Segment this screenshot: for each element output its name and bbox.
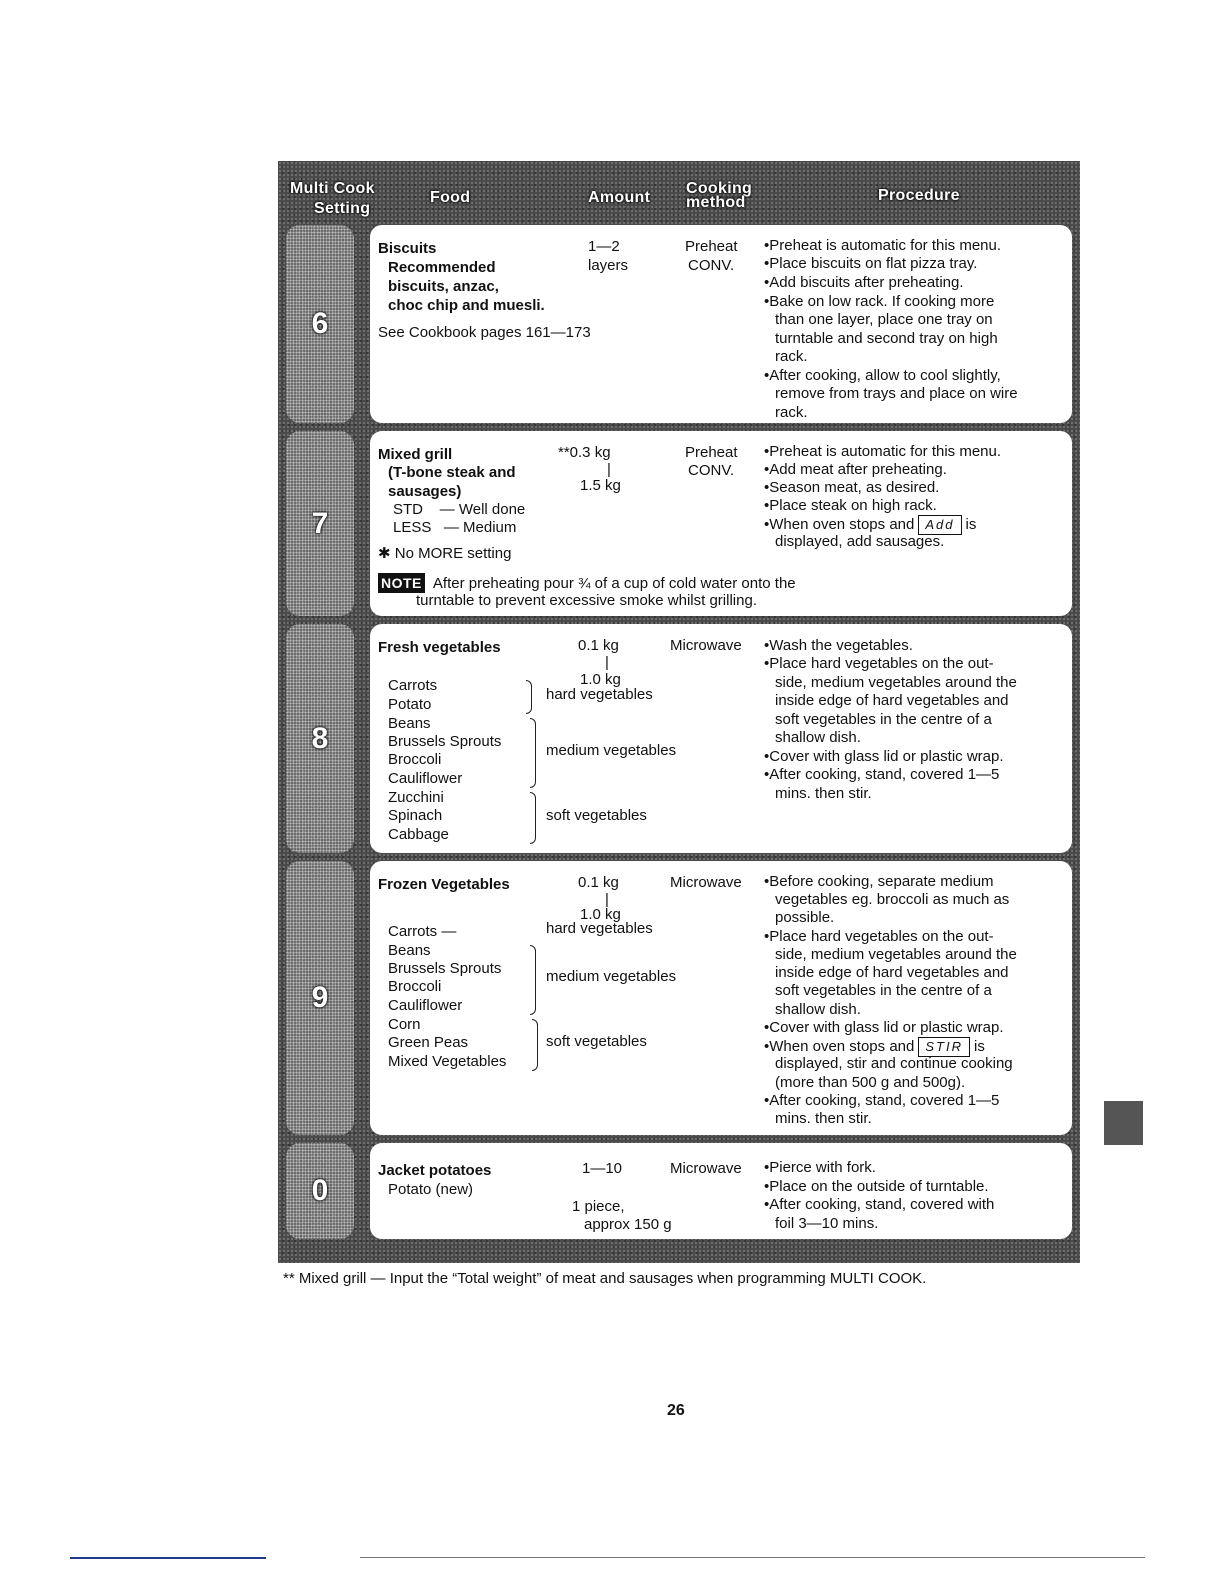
- food-line: Recommended: [388, 259, 496, 276]
- setting-number: 6: [311, 307, 329, 340]
- method-line: Microwave: [670, 1160, 742, 1177]
- procedure-line: •Cover with glass lid or plastic wrap.: [764, 1019, 1004, 1036]
- vegetable-item: Brussels Sprouts: [388, 960, 502, 977]
- procedure-line: [764, 515, 976, 535]
- procedure-line: mins. then stir.: [775, 785, 872, 802]
- procedure-line: •Place on the outside of turntable.: [764, 1178, 989, 1195]
- setting-number: 7: [311, 506, 329, 540]
- procedure-line: vegetables eg. broccoli as much as: [775, 891, 1010, 908]
- procedure-line: shallow dish.: [775, 1001, 861, 1018]
- vegetable-group-label: hard vegetables: [546, 686, 653, 703]
- setting-number-badge: [286, 225, 354, 423]
- procedure-line: •Add biscuits after preheating.: [764, 274, 964, 291]
- vegetable-group-label: medium vegetables: [546, 742, 677, 759]
- vegetable-item: Brussels Sprouts: [388, 733, 502, 750]
- vegetable-item: Carrots —: [388, 923, 457, 940]
- header-procedure: Procedure: [878, 187, 960, 204]
- setting-number: 8: [311, 721, 329, 755]
- vegetable-item: Cauliflower: [388, 770, 463, 787]
- vegetable-item: Green Peas: [388, 1034, 469, 1051]
- method-line: Microwave: [670, 637, 742, 654]
- procedure-line: soft vegetables in the centre of a: [775, 982, 992, 999]
- procedure-line: foil 3—10 mins.: [775, 1215, 879, 1232]
- lcd-display: STIR: [918, 1037, 970, 1057]
- brace: [526, 680, 532, 714]
- footer-rule: [70, 1557, 266, 1559]
- procedure-line: rack.: [775, 348, 808, 365]
- footer-rule: [360, 1557, 1145, 1558]
- food-line: choc chip and muesli.: [388, 297, 545, 314]
- procedure-line: (more than 500 g and 500g).: [775, 1074, 966, 1091]
- procedure-line: •Preheat is automatic for this menu.: [764, 237, 1002, 254]
- brace: [530, 718, 536, 788]
- row-card: [370, 225, 1072, 423]
- lcd-display: Add: [918, 515, 961, 535]
- food-line: sausages): [388, 483, 462, 500]
- vegetable-group-label: hard vegetables: [546, 920, 653, 937]
- brace: [530, 945, 536, 1015]
- vegetable-item: Beans: [388, 942, 431, 959]
- method-line: Microwave: [670, 874, 742, 891]
- amount-line: |: [605, 654, 609, 671]
- procedure-line: than one layer, place one tray on: [775, 311, 993, 328]
- no-more-setting: ✱ No MORE setting: [378, 545, 512, 562]
- food-line: (T-bone steak and: [388, 464, 516, 481]
- note-line: turntable to prevent excessive smoke whilst grilling.: [416, 592, 757, 609]
- amount-line: |: [605, 891, 609, 908]
- vegetable-item: Corn: [388, 1016, 421, 1033]
- amount-line: 1.0 kg: [580, 671, 621, 688]
- row-card: [370, 1143, 1072, 1239]
- amount-line: **0.3 kg: [558, 444, 611, 461]
- procedure-line: rack.: [775, 404, 808, 421]
- table-row: [278, 620, 1080, 857]
- row-card: [370, 431, 1072, 616]
- table-row: [278, 427, 1080, 620]
- header-food: Food: [430, 189, 471, 206]
- note-label: NOTE: [378, 573, 425, 593]
- food-title: Mixed grill: [378, 446, 453, 463]
- vegetable-item: Mixed Vegetables: [388, 1053, 507, 1070]
- amount-line: 1.5 kg: [580, 477, 621, 494]
- food-line: LESS — Medium: [393, 519, 517, 536]
- procedure-text: •When oven stops and: [764, 516, 915, 533]
- amount-line: 0.1 kg: [578, 874, 619, 891]
- row-card: [370, 861, 1072, 1135]
- procedure-line: •Bake on low rack. If cooking more: [764, 293, 995, 310]
- vegetable-item: Cauliflower: [388, 997, 463, 1014]
- procedure-text: is: [965, 516, 977, 533]
- method-line: CONV.: [688, 257, 735, 274]
- brace: [532, 1019, 538, 1071]
- setting-number-badge: [286, 624, 354, 853]
- vegetable-item: Spinach: [388, 807, 443, 824]
- header-method: Cooking: [686, 180, 753, 197]
- vegetable-group-label: medium vegetables: [546, 968, 677, 985]
- food-title: Biscuits: [378, 240, 437, 257]
- brace: [530, 792, 536, 844]
- procedure-line: side, medium vegetables around the: [775, 674, 1017, 691]
- food-line: Potato (new): [388, 1181, 474, 1198]
- vegetable-item: Carrots: [388, 677, 438, 694]
- procedure-line: •Add meat after preheating.: [764, 461, 947, 478]
- procedure-line: [764, 1037, 985, 1057]
- vegetable-group-label: soft vegetables: [546, 807, 647, 824]
- food-line: biscuits, anzac,: [388, 278, 499, 295]
- setting-number: 0: [311, 1174, 329, 1207]
- procedure-line: •Pierce with fork.: [764, 1159, 876, 1176]
- vegetable-group-label: soft vegetables: [546, 1033, 647, 1050]
- amount-line: 1—2: [588, 238, 620, 255]
- header-setting-2: Setting: [314, 200, 371, 217]
- table-row: [278, 857, 1080, 1139]
- procedure-line: •Before cooking, separate medium: [764, 873, 994, 890]
- procedure-line: •After cooking, stand, covered 1—5: [764, 1092, 1000, 1109]
- procedure-line: •Place biscuits on flat pizza tray.: [764, 255, 978, 272]
- procedure-line: inside edge of hard vegetables and: [775, 964, 1009, 981]
- procedure-line: •Place steak on high rack.: [764, 497, 937, 514]
- procedure-line: •Cover with glass lid or plastic wrap.: [764, 748, 1004, 765]
- header-method-2: method: [686, 194, 746, 211]
- amount-line: 1 piece,: [572, 1198, 625, 1215]
- procedure-line: •Season meat, as desired.: [764, 479, 940, 496]
- procedure-line: inside edge of hard vegetables and: [775, 692, 1009, 709]
- procedure-line: displayed, stir and continue cooking: [775, 1055, 1013, 1072]
- table-row: [278, 221, 1080, 427]
- method-line: Preheat: [685, 444, 738, 461]
- procedure-text: •When oven stops and: [764, 1038, 915, 1055]
- procedure-text: is: [973, 1038, 985, 1055]
- food-line: STD — Well done: [393, 501, 526, 518]
- vegetable-item: Potato: [388, 696, 432, 713]
- multi-cook-table: [278, 161, 1080, 1263]
- method-line: Preheat: [685, 238, 738, 255]
- setting-number-badge: [286, 431, 354, 616]
- food-title: Jacket potatoes: [378, 1162, 492, 1179]
- footnote: ** Mixed grill — Input the “Total weight” of meat and sausages when programming MULTI COOK.: [283, 1270, 927, 1287]
- procedure-line: •After cooking, stand, covered with: [764, 1196, 995, 1213]
- food-title: Frozen Vegetables: [378, 876, 510, 893]
- note-text: After preheating pour ¾ of a cup of cold water onto the: [432, 575, 796, 592]
- row-card: [370, 624, 1072, 853]
- note-line: [378, 573, 796, 593]
- table-row: [278, 1139, 1080, 1243]
- procedure-line: shallow dish.: [775, 729, 861, 746]
- setting-number-badge: [286, 1143, 354, 1239]
- procedure-line: remove from trays and place on wire: [775, 385, 1018, 402]
- procedure-line: possible.: [775, 909, 835, 926]
- amount-line: approx 150 g: [584, 1216, 672, 1233]
- section-tab-marker: [1104, 1101, 1143, 1145]
- setting-number-badge: [286, 861, 354, 1135]
- food-title: Fresh vegetables: [378, 639, 501, 656]
- procedure-line: •After cooking, stand, covered 1—5: [764, 766, 1000, 783]
- procedure-line: soft vegetables in the centre of a: [775, 711, 992, 728]
- vegetable-item: Zucchini: [388, 789, 444, 806]
- amount-line: 1—10: [582, 1160, 623, 1177]
- procedure-line: mins. then stir.: [775, 1110, 872, 1127]
- vegetable-item: Broccoli: [388, 978, 442, 995]
- procedure-line: •Place hard vegetables on the out-: [764, 655, 994, 672]
- procedure-line: •Wash the vegetables.: [764, 637, 913, 654]
- page-number: 26: [667, 1402, 685, 1419]
- procedure-line: •Preheat is automatic for this menu.: [764, 443, 1002, 460]
- vegetable-item: Beans: [388, 715, 431, 732]
- method-line: CONV.: [688, 462, 735, 479]
- header-amount: Amount: [588, 189, 651, 206]
- procedure-line: •Place hard vegetables on the out-: [764, 928, 994, 945]
- amount-line: 0.1 kg: [578, 637, 619, 654]
- cookbook-reference: See Cookbook pages 161—173: [378, 324, 591, 341]
- amount-line: |: [607, 461, 611, 478]
- setting-number: 9: [311, 981, 329, 1014]
- table-header: [278, 161, 1080, 221]
- procedure-line: •After cooking, allow to cool slightly,: [764, 367, 1001, 384]
- procedure-line: side, medium vegetables around the: [775, 946, 1017, 963]
- vegetable-item: Broccoli: [388, 751, 442, 768]
- procedure-line: turntable and second tray on high: [775, 330, 998, 347]
- procedure-line: displayed, add sausages.: [775, 533, 945, 550]
- amount-line: layers: [588, 257, 629, 274]
- amount-line: 1.0 kg: [580, 906, 621, 923]
- vegetable-item: Cabbage: [388, 826, 449, 843]
- header-setting: Multi Cook: [290, 180, 375, 197]
